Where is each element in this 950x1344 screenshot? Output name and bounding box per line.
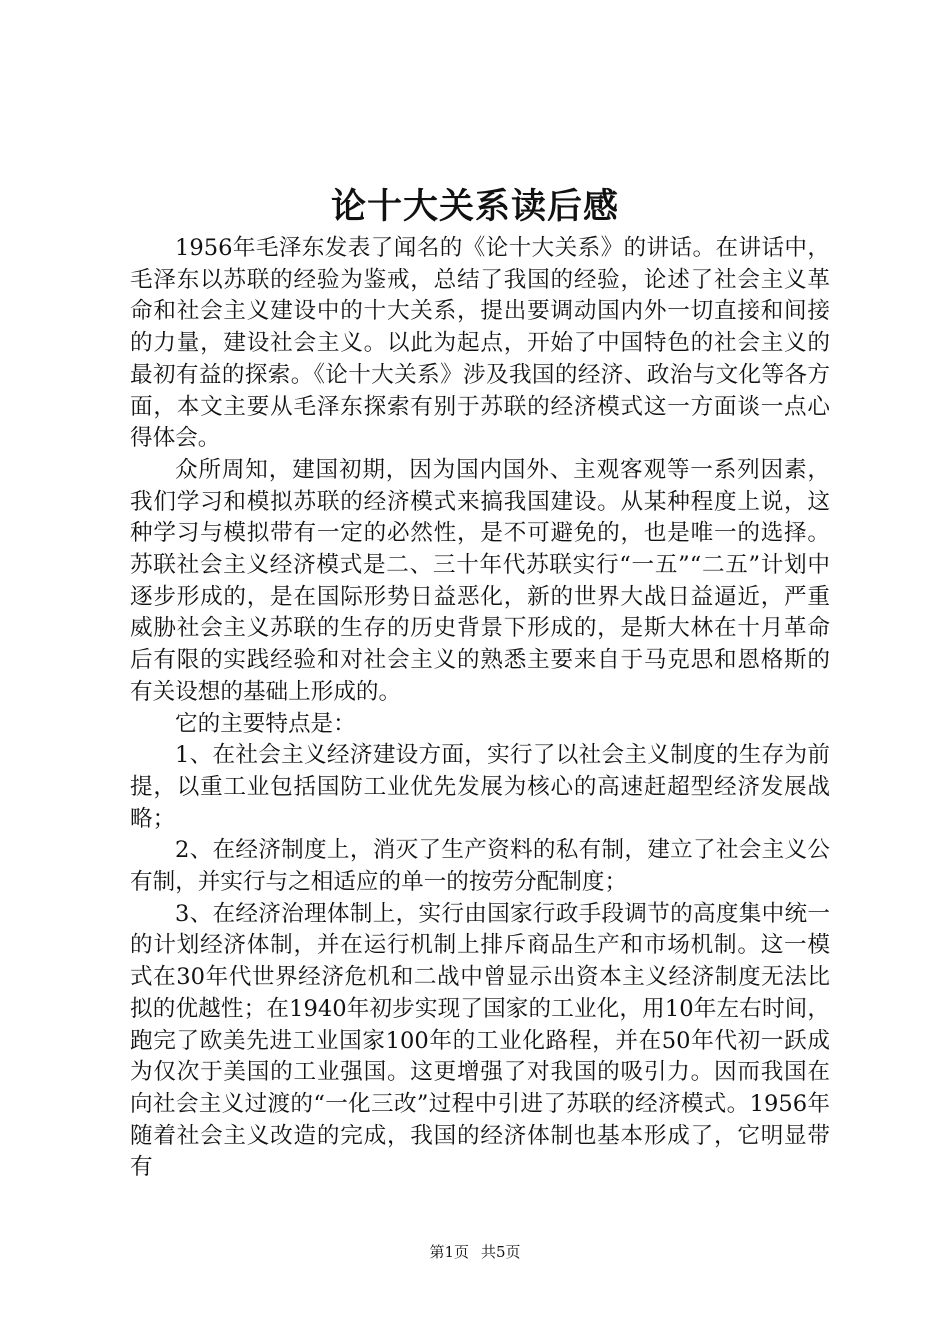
paragraph-feature-1: 1、在社会主义经济建设方面，实行了以社会主义制度的生存为前提，以重工业包括国防工业优先发展为核心的高速赶超型经济发展战略；: [130, 742, 830, 832]
paragraph-feature-3: 3、在经济治理体制上，实行由国家行政手段调节的高度集中统一的计划经济体制，并在运行机制上排斥商品生产和市场机制。这一模式在30年代世界经济危机和二战中曾显示出资本主义经济制度无法比拟的优越性；在1940年初步实现了国家的工业化，用10年左右时间，跑完了欧美先进工业国家100年的工业化路程，并在50年代初一跃成为仅次于美国的工业强国。这更增强了对我国的吸引力。因而我国在向社会主义过渡的“一化三改”过程中引进了苏联的经济模式。1956年随着社会主义改造的完成，我国的经济体制也基本形成了，它明显带有: [130, 900, 830, 1181]
page-footer: [0, 1242, 950, 1262]
paragraph-features-heading: 它的主要特点是：: [175, 710, 356, 737]
page-total: 共5页: [481, 1243, 521, 1261]
document-title: 论十大关系读后感: [330, 187, 619, 227]
document-body: [130, 233, 830, 1184]
paragraph-background: 众所周知，建国初期，因为国内国外、主观客观等一系列因素，我们学习和模拟苏联的经济模式来搞我国建设。从某种程度上说，这种学习与模拟带有一定的必然性，是不可避免的，也是唯一的选择。苏联社会主义经济模式是二、三十年代苏联实行“一五”“二五”计划中逐步形成的，是在国际形势日益恶化，新的世界大战日益逼近，严重威胁社会主义苏联的生存的历史背景下形成的，是斯大林在十月革命后有限的实践经验和对社会主义的熟悉主要来自于马克思和恩格斯的有关设想的基础上形成的。: [130, 456, 830, 705]
paragraph-intro: 1956年毛泽东发表了闻名的《论十大关系》的讲话。在讲话中，毛泽东以苏联的经验为鉴戒，总结了我国的经验，论述了社会主义革命和社会主义建设中的十大关系，提出要调动国内外一切直接和间接的力量，建设社会主义。以此为起点，开始了中国特色的社会主义的最初有益的探索。《论十大关系》涉及我国的经济、政治与文化等各方面，本文主要从毛泽东探索有别于苏联的经济模式这一方面谈一点心得体会。: [130, 235, 830, 452]
page-number: 第1页: [429, 1243, 469, 1261]
paragraph-feature-2: 2、在经济制度上，消灭了生产资料的私有制，建立了社会主义公有制，并实行与之相适应的单一的按劳分配制度；: [130, 837, 830, 896]
